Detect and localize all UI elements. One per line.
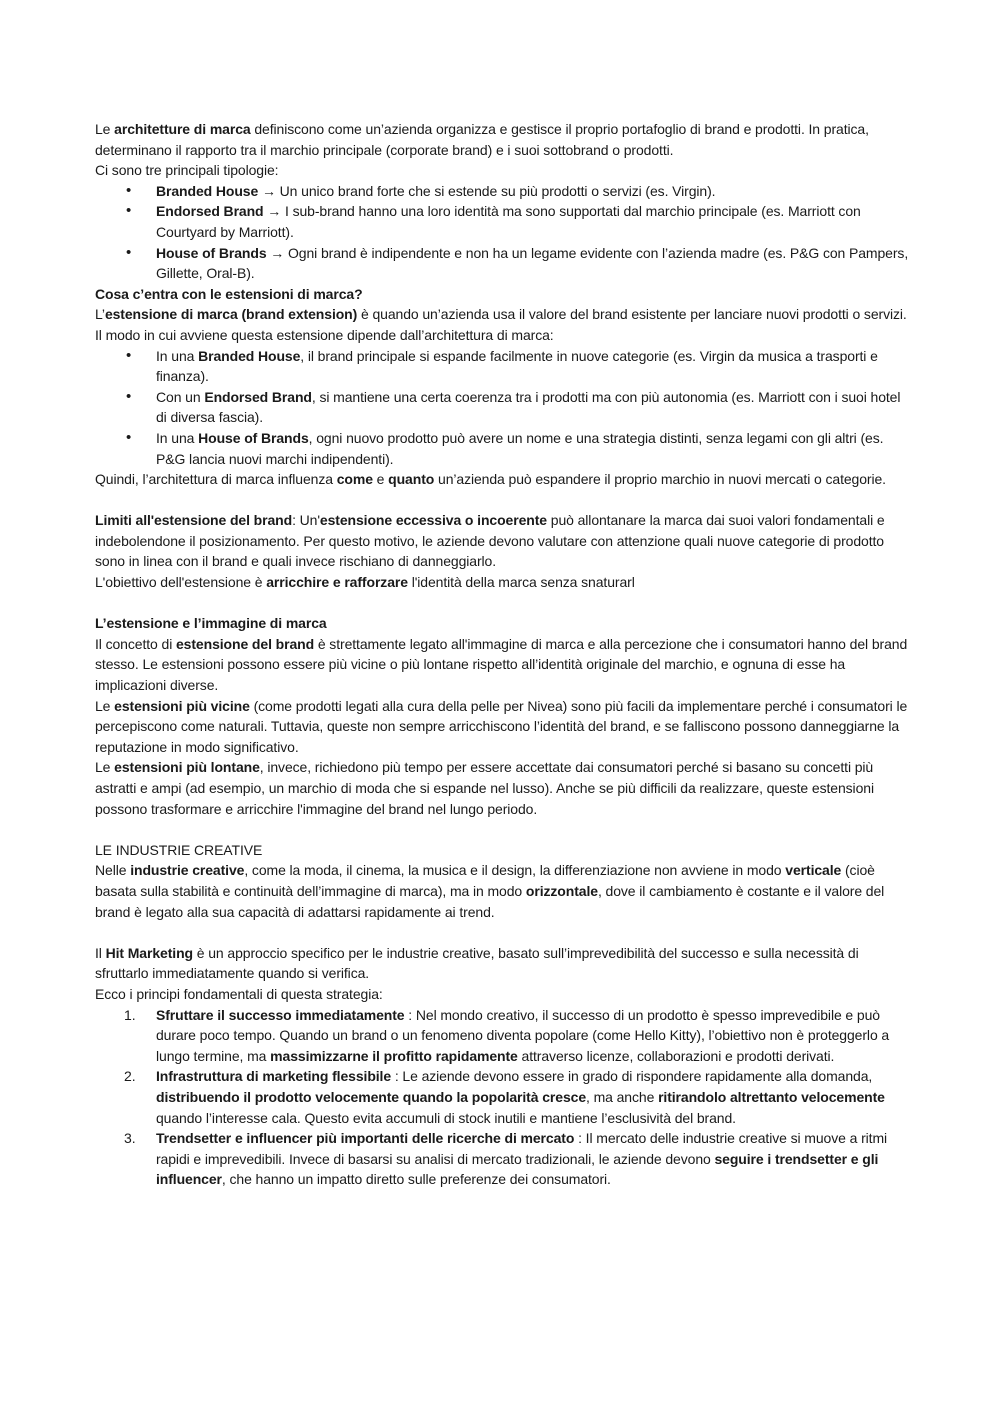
- text: definiscono come un’azienda organizza e gestisce il proprio portafoglio di brand e prodotti. In pratica, determinano il rapporto tra il marchio principale (corporate brand) e i suoi sottobrand o prodotti.: [95, 121, 869, 158]
- list-item: [156, 387, 910, 428]
- hit-marketing-paragraph: [95, 943, 910, 984]
- principles-intro: Ecco i principi fondamentali di questa strategia:: [95, 985, 383, 1002]
- bold-text: estensione eccessiva o incoerente: [319, 512, 547, 529]
- bold-text: estensione di marca (brand extension): [104, 306, 358, 323]
- bold-text: Endorsed Brand: [204, 388, 312, 405]
- bold-text: Infrastruttura di marketing flessibile: [156, 1068, 392, 1085]
- intro-paragraph: [95, 119, 910, 160]
- text: Le: [95, 759, 115, 776]
- text: , ma anche: [586, 1088, 659, 1105]
- far-extensions-paragraph: [95, 757, 910, 819]
- extension-list: [95, 346, 910, 470]
- bold-text: estensione del brand: [176, 635, 315, 652]
- near-extensions-paragraph: [95, 696, 910, 758]
- text: Nelle: [95, 862, 131, 879]
- text: L’: [95, 306, 105, 323]
- document-page: [95, 119, 910, 1190]
- bold-text: estensioni più vicine: [114, 697, 250, 714]
- bold-text: Branded House: [156, 182, 259, 199]
- spacer: [95, 593, 910, 614]
- text: è un approccio specifico per le industrie creative, basato sull’imprevedibilità del successo e sulla necessità di sfruttarlo immediatamente quando si verifica.: [95, 944, 859, 982]
- bold-text: distribuendo il prodotto velocemente quando la popolarità cresce: [156, 1088, 586, 1105]
- text: , ogni nuovo prodotto può avere un nome e una strategia distinti, senza legami con gli altri (es. P&G lancia nuovi marchi indipendenti).: [156, 429, 884, 467]
- extension-paragraph: [95, 304, 910, 345]
- bold-text: House of Brands: [156, 244, 267, 261]
- principles-list: [95, 1005, 910, 1190]
- bold-text: Endorsed Brand: [156, 203, 264, 220]
- text: : Il mercato delle industrie creative si muove a ritmi rapidi e imprevedibili. Invece di basarsi su analisi di mercato tradizionali, le aziende devono: [156, 1130, 888, 1167]
- text: : Un': [292, 512, 320, 529]
- text: può allontanare la marca dai suoi valori fondamentali e indebolendone il posizionamento. Per questo motivo, le aziende devono valutare con attenzione quali nuove categorie di prodotto sono in linea con il brand e quali invece rischiano di danneggiarlo.: [95, 512, 885, 570]
- spacer: [95, 490, 910, 511]
- bold-text: Branded House: [198, 347, 301, 364]
- text: : Nel mondo creativo, il successo di un prodotto è spesso imprevedibile e può durare poco tempo. Quando un brand o un fenomeno diventa popolare (come Hello Kitty), l’obiettivo non è proteggerlo a lungo termine, ma: [156, 1006, 890, 1064]
- types-list: [95, 181, 910, 284]
- bold-text: Limiti all'estensione del brand: [95, 512, 293, 529]
- text: In una: [156, 429, 199, 446]
- text: → I sub-brand hanno una loro identità ma sono supportati dal marchio principale (es. Marriott con Courtyard by Marriott).: [156, 203, 861, 240]
- bold-text: verticale: [785, 862, 842, 879]
- text: un’azienda può espandere il proprio marchio in nuovi mercati o categorie.: [434, 471, 886, 488]
- list-item: [156, 243, 910, 284]
- text: , invece, richiedono più tempo per essere accettate dai consumatori perché si basano su concetti più astratti e ampi (ad esempio, un marchio di moda che si espande nel lusso). Anche se più difficili da realizzare, queste estensioni possono trasformare e arricchire l'immagine del brand nel lungo periodo.: [95, 759, 874, 817]
- text: In una: [156, 347, 199, 364]
- bold-text: ritirandolo altrettanto velocemente: [658, 1088, 885, 1105]
- text: è quando un’azienda usa il valore del brand esistente per lanciare nuovi prodotti o servizi. Il modo in cui avviene questa estensione dipende dall’architettura di marca:: [95, 306, 907, 343]
- text: attraverso licenze, collaborazioni e prodotti derivati.: [517, 1047, 835, 1064]
- text: , come la moda, il cinema, la musica e il design, la differenziazione non avviene in modo: [244, 862, 786, 879]
- types-intro: Ci sono tre principali tipologie:: [95, 162, 279, 179]
- text: , si mantiene una certa coerenza tra i prodotti ma con più autonomia (es. Marriott con i suoi hotel di diversa fascia).: [156, 388, 901, 426]
- limits-paragraph: [95, 510, 910, 572]
- text: → Ogni brand è indipendente e non ha un legame evidente con l’azienda madre (es. P&G con Pampers, Gillette, Oral-B).: [156, 244, 909, 282]
- section-heading: [95, 613, 910, 634]
- creative-industries-paragraph: [95, 860, 910, 922]
- bold-text: Trendsetter e influencer più importanti delle ricerche di mercato: [156, 1130, 575, 1147]
- list-item: [156, 428, 910, 469]
- heading-text: Cosa c’entra con le estensioni di marca?: [95, 285, 363, 302]
- bold-text: industrie creative: [130, 862, 245, 879]
- text: → Un unico brand forte che si estende su più prodotti o servizi (es. Virgin).: [258, 182, 716, 199]
- text: Le: [95, 121, 115, 137]
- text: Le: [95, 697, 115, 714]
- text: è strettamente legato all'immagine di marca e alla percezione che i consumatori hanno del brand stesso. Le estensioni possono essere più vicine o più lontane rispetto all’identità originale del marchio, e ognuna di esse ha implicazioni diverse.: [95, 635, 908, 694]
- list-item: [156, 1128, 910, 1190]
- conclusion-paragraph: [95, 469, 910, 490]
- bold-text: Hit Marketing: [105, 944, 193, 961]
- text: Il concetto di: [95, 635, 176, 652]
- bold-text: come: [336, 471, 373, 488]
- bold-text: House of Brands: [198, 429, 309, 446]
- list-item: [156, 201, 910, 242]
- list-item: [156, 181, 910, 202]
- text: L'obiettivo dell'estensione è: [95, 574, 267, 591]
- text: (cioè basata sulla stabilità e continuità dell’immagine di marca), ma in modo: [95, 862, 875, 899]
- text: : Le aziende devono essere in grado di rispondere rapidamente alla domanda,: [391, 1068, 873, 1085]
- objective-paragraph: [95, 572, 910, 593]
- text: , che hanno un impatto diretto sulle preferenze dei consumatori.: [221, 1171, 611, 1188]
- text: Quindi, l’architettura di marca influenza: [95, 471, 337, 488]
- list-item: [156, 1066, 910, 1128]
- text: Il: [95, 944, 106, 961]
- list-item: [156, 346, 910, 387]
- bold-text: seguire i trendsetter e gli influencer: [156, 1150, 879, 1188]
- text: , il brand principale si espande facilmente in nuove categorie (es. Virgin da musica a trasporti e finanza).: [156, 347, 878, 385]
- section-heading: LE INDUSTRIE CREATIVE: [95, 841, 263, 858]
- section-heading: [95, 284, 910, 305]
- image-paragraph: [95, 634, 910, 696]
- bold-text: architetture di marca: [114, 121, 251, 137]
- list-item: [156, 1005, 910, 1067]
- spacer: [95, 922, 910, 943]
- bold-text: massimizzarne il profitto rapidamente: [270, 1047, 518, 1064]
- text: quando l’interesse cala. Questo evita accumuli di stock inutili e mantiene l’esclusività del brand.: [156, 1109, 736, 1126]
- text: l'identità della marca senza snaturarl: [407, 574, 635, 591]
- bold-text: quanto: [388, 471, 435, 488]
- heading-text: L’estensione e l’immagine di marca: [95, 615, 327, 632]
- bold-text: estensioni più lontane: [114, 759, 260, 776]
- text: Con un: [156, 388, 205, 405]
- text: e: [372, 471, 389, 488]
- text: (come prodotti legati alla cura della pelle per Nivea) sono più facili da implementare perché i consumatori le percepiscono come naturali. Tuttavia, queste non sempre arricchiscono l’identità del brand, e se falliscono possono danneggiarne la reputazione in modo significativo.: [95, 697, 908, 755]
- spacer: [95, 819, 910, 840]
- text: , dove il cambiamento è costante e il valore del brand è legato alla sua capacità di adattarsi rapidamente ai trend.: [95, 882, 885, 920]
- bold-text: orizzontale: [525, 882, 598, 899]
- bold-text: arricchire e rafforzare: [266, 574, 408, 591]
- bold-text: Sfruttare il successo immediatamente: [156, 1006, 405, 1023]
